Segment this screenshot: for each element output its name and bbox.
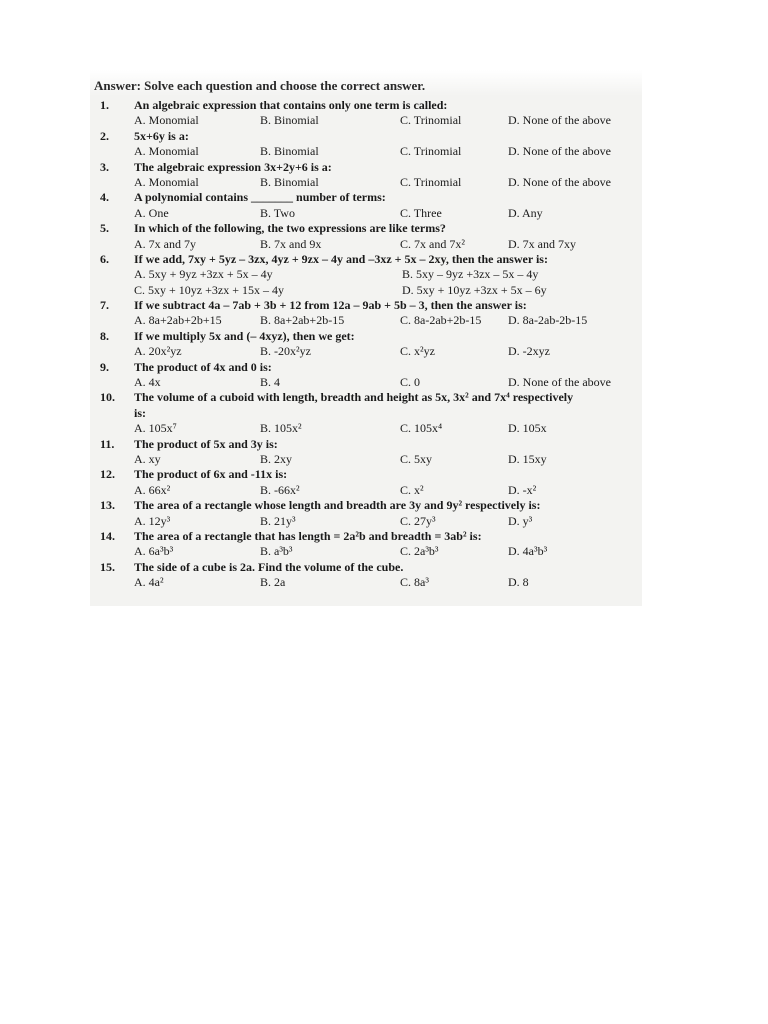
question-row: [90, 498, 642, 513]
question-text: The algebraic expression 3x+2y+6 is a:: [134, 159, 332, 174]
answer-options: [90, 144, 642, 159]
answer-option: D. Any: [508, 205, 543, 220]
answer-option: B. 2xy: [260, 451, 293, 466]
answer-option: D. 8a-2ab-2b-15: [508, 313, 588, 328]
answer-option: C. x²: [400, 482, 424, 497]
answer-option: A. One: [134, 205, 169, 220]
answer-options: [90, 113, 642, 128]
question-text: If we multiply 5x and (– 4xyz), then we get:: [134, 328, 355, 343]
answer-options: [90, 514, 642, 529]
question-text: The area of a rectangle that has length = 2a²b and breadth = 3ab² is:: [134, 528, 482, 543]
answer-option: B. -20x²yz: [260, 344, 311, 359]
answer-option: B. 105x²: [260, 421, 302, 436]
answer-options: [90, 283, 642, 298]
answer-options: [90, 237, 642, 252]
question-number: 4.: [100, 190, 109, 205]
answer-option: C. Trinomial: [400, 113, 462, 128]
question-row: [90, 252, 642, 267]
answer-option: B. Binomial: [260, 113, 319, 128]
question-number: 12.: [100, 467, 115, 482]
answer-option: A. 5xy + 9yz +3zx + 5x – 4y: [134, 267, 273, 282]
answer-options: [90, 575, 642, 590]
answer-option: C. 5xy: [400, 451, 433, 466]
question-number: 6.: [100, 251, 109, 266]
answer-option: D. None of the above: [508, 144, 611, 159]
question-item: [90, 160, 642, 191]
question-number: 15.: [100, 559, 115, 574]
question-row: [90, 390, 642, 405]
question-number: 2.: [100, 128, 109, 143]
answer-option: B. -66x²: [260, 482, 300, 497]
question-text: The product of 6x and -11x is:: [134, 467, 288, 482]
question-row: [90, 560, 642, 575]
answer-option: C. 5xy + 10yz +3zx + 15x – 4y: [134, 282, 284, 297]
answer-option: C. 27y³: [400, 513, 436, 528]
answer-option: B. a³b³: [260, 544, 293, 559]
answer-option: A. xy: [134, 451, 161, 466]
answer-option: B. 2a: [260, 575, 286, 590]
question-row: [90, 529, 642, 544]
answer-option: A. 20x²yz: [134, 344, 182, 359]
answer-option: B. 4: [260, 375, 281, 390]
question-text: The product of 4x and 0 is:: [134, 359, 272, 374]
answer-option: D. 4a³b³: [508, 544, 548, 559]
answer-option: B. 7x and 9x: [260, 236, 322, 251]
answer-option: A. 7x and 7y: [134, 236, 196, 251]
question-number: 9.: [100, 359, 109, 374]
answer-options: [90, 267, 642, 282]
answer-option: C. 8a³: [400, 575, 429, 590]
question-text: In which of the following, the two expressions are like terms?: [134, 221, 446, 236]
question-text: The side of a cube is 2a. Find the volume of the cube.: [134, 559, 404, 574]
question-text-continued: is:: [134, 405, 146, 420]
question-item: [90, 329, 642, 360]
question-text: The area of a rectangle whose length and breadth are 3y and 9y² respectively is:: [134, 498, 541, 513]
question-item: [90, 529, 642, 560]
answer-option: D. 105x: [508, 421, 547, 436]
answer-options: [90, 483, 642, 498]
question-row-continued: [90, 406, 642, 421]
question-text: An algebraic expression that contains only one term is called:: [134, 98, 448, 112]
question-text: The product of 5x and 3y is:: [134, 436, 278, 451]
question-text: 5x+6y is a:: [134, 128, 189, 143]
answer-option: D. 5xy + 10yz +3zx + 5x – 6y: [402, 282, 547, 297]
question-number: 11.: [100, 436, 115, 451]
answer-option: B. 5xy – 9yz +3zx – 5x – 4y: [402, 267, 539, 282]
answer-option: A. 8a+2ab+2b+15: [134, 313, 222, 328]
answer-option: C. 0: [400, 375, 421, 390]
question-item: [90, 390, 642, 436]
question-item: [90, 221, 642, 252]
question-row: [90, 298, 642, 313]
question-row: [90, 437, 642, 452]
question-number: 10.: [100, 390, 115, 405]
answer-option: A. 12y³: [134, 513, 171, 528]
answer-options: [90, 313, 642, 328]
answer-options: [90, 175, 642, 190]
answer-option: C. Trinomial: [400, 174, 462, 189]
question-row: [90, 360, 642, 375]
answer-options: [90, 544, 642, 559]
answer-option: D. -x²: [508, 482, 537, 497]
answer-option: A. 6a³b³: [134, 544, 174, 559]
question-item: [90, 190, 642, 221]
question-item: [90, 437, 642, 468]
answer-option: D. 15xy: [508, 451, 547, 466]
answer-option: A. Monomial: [134, 144, 199, 159]
question-number: 3.: [100, 159, 109, 174]
question-item: [90, 252, 642, 298]
answer-options: [90, 375, 642, 390]
answer-option: A. Monomial: [134, 113, 199, 128]
question-number: 8.: [100, 328, 109, 343]
question-item: [90, 498, 642, 529]
question-text: If we subtract 4a – 7ab + 3b + 12 from 12a – 9ab + 5b – 3, then the answer is:: [134, 298, 527, 313]
answer-option: C. 2a³b³: [400, 544, 439, 559]
answer-option: A. 4a²: [134, 575, 164, 590]
answer-option: C. x²yz: [400, 344, 435, 359]
question-number: 1.: [100, 98, 109, 112]
question-item: [90, 98, 642, 129]
cut-off-instructions: Answer: Solve each question and choose the correct answer.: [94, 78, 426, 93]
question-row: [90, 160, 642, 175]
question-item: [90, 467, 642, 498]
scanned-worksheet: [90, 70, 642, 606]
answer-option: D. None of the above: [508, 174, 611, 189]
answer-option: B. Binomial: [260, 144, 319, 159]
answer-option: A. 4x: [134, 375, 161, 390]
answer-option: D. -2xyz: [508, 344, 550, 359]
answer-option: C. Trinomial: [400, 144, 462, 159]
answer-option: D. 7x and 7xy: [508, 236, 576, 251]
answer-options: [90, 421, 642, 436]
answer-option: C. 105x⁴: [400, 421, 443, 436]
question-row: [90, 98, 642, 113]
question-item: [90, 560, 642, 591]
question-item: [90, 129, 642, 160]
answer-option: C. 8a-2ab+2b-15: [400, 313, 482, 328]
question-row: [90, 190, 642, 205]
answer-options: [90, 344, 642, 359]
question-item: [90, 298, 642, 329]
question-row: [90, 329, 642, 344]
answer-option: D. None of the above: [508, 375, 611, 390]
question-number: 5.: [100, 221, 109, 236]
answer-option: C. Three: [400, 205, 442, 220]
question-number: 14.: [100, 528, 115, 543]
answer-option: B. Binomial: [260, 174, 319, 189]
answer-option: B. 8a+2ab+2b-15: [260, 313, 345, 328]
answer-option: A. Monomial: [134, 174, 199, 189]
question-row: [90, 467, 642, 482]
answer-options: [90, 452, 642, 467]
question-row: [90, 221, 642, 236]
answer-option: D. 8: [508, 575, 529, 590]
question-number: 13.: [100, 498, 115, 513]
question-text: A polynomial contains _______ number of terms:: [134, 190, 386, 205]
answer-option: A. 66x²: [134, 482, 171, 497]
answer-option: B. Two: [260, 205, 295, 220]
question-text: The volume of a cuboid with length, breadth and height as 5x, 3x² and 7x⁴ respectively: [134, 390, 574, 405]
answer-option: D. None of the above: [508, 113, 611, 128]
answer-option: C. 7x and 7x²: [400, 236, 465, 251]
answer-option: B. 21y³: [260, 513, 296, 528]
answer-option: D. y³: [508, 513, 533, 528]
answer-options: [90, 206, 642, 221]
question-row: [90, 129, 642, 144]
question-item: [90, 360, 642, 391]
question-list: [90, 98, 642, 591]
question-number: 7.: [100, 298, 109, 313]
question-text: If we add, 7xy + 5yz – 3zx, 4yz + 9zx – 4y and –3xz + 5x – 2xy, then the answer is:: [134, 251, 548, 266]
answer-option: A. 105x⁷: [134, 421, 177, 436]
